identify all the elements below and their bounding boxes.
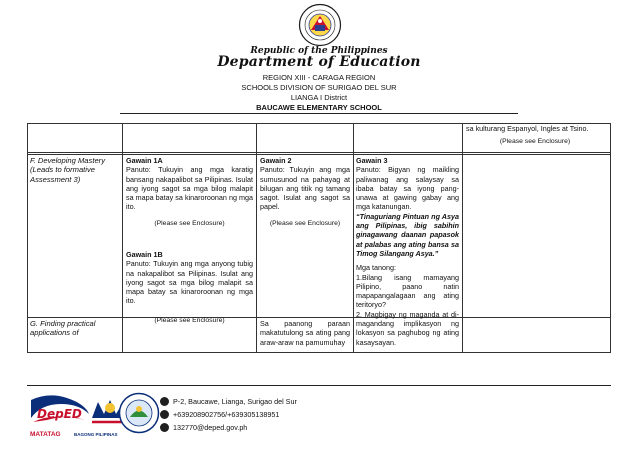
gawain-3-question-1: 1.Bilang isang mamayang Pilipino, paano natin mapapangalagaan ang ating teritoryo?: [356, 272, 459, 310]
gawain-3-questions-title: Mga tanong:: [356, 263, 396, 273]
deped-seal-logo: [289, 3, 351, 47]
gawain-2-title: Gawain 2: [260, 156, 292, 165]
table-border-left: [27, 123, 28, 353]
gawain-2-text: Panuto: Tukuyin ang mga sumusunod na pahayag at bilugan ang titik ng tamang sagot. Isulat ang sagot sa papel.: [260, 165, 350, 212]
district-line: LIANGA I District: [290, 93, 348, 102]
column-divider: [353, 123, 354, 353]
top-row-cell: [466, 124, 604, 147]
top-row-enclosure-note: (Please see Enclosure): [499, 138, 571, 146]
gawain-1b-enclosure-note: (Please see Enclosure): [154, 316, 225, 324]
gawain-2-enclosure-note: (Please see Enclosure): [269, 219, 341, 227]
gawain-1b-cell: [126, 250, 253, 325]
gawain-2-cell: [260, 156, 350, 228]
email-icon: [160, 423, 169, 432]
gawain-1b-title: Gawain 1B: [126, 250, 163, 259]
row-g-label: G. Finding practical applications of: [30, 319, 96, 338]
lesson-plan-table: [27, 123, 611, 353]
gawain-1a-enclosure-note: (Please see Enclosure): [154, 219, 225, 227]
top-row-text: sa kulturang Espanyol, Ingles at Tsino.: [466, 124, 589, 133]
column-divider: [256, 123, 257, 353]
school-division-seal: [118, 392, 160, 434]
gawain-3-title: Gawain 3: [356, 156, 388, 165]
gawain-3-text: Panuto: Bigyan ng maikling paliwanag ang salaysay sa ibaba batay sa iyong pang-unawa at gawing gabay ang mga katanungan.: [356, 165, 459, 212]
deped-logo-text: DepED: [37, 407, 82, 421]
deped-logo: [27, 392, 93, 432]
row-g-text: Sa paanong paraan makatutulong sa ating pang araw-araw na pamumuhay: [260, 319, 350, 347]
bagong-pilipinas-text: BAGONG PILIPINAS: [74, 432, 118, 437]
gawain-1a-text: Panuto: Tukuyin ang mga karatig bansang nakapalibot sa Pilipinas. Isulat ang iyong sagot sa mga bilog malapit sa mapa batay sa kinaroroonan ng mga ito.: [126, 165, 253, 212]
gawain-3-question-2: 2. Magbigay ng maganda at di-magandang implikasyon ng lokasyon sa paghubog ng ating kasaysayan.: [356, 309, 459, 347]
region-line: REGION XIII - CARAGA REGION: [262, 73, 376, 82]
school-name: BAUCAWE ELEMENTARY SCHOOL: [256, 103, 382, 112]
column-divider: [122, 123, 123, 353]
row-divider: [27, 154, 611, 155]
gawain-1a-title: Gawain 1A: [126, 156, 163, 165]
table-border-bottom: [27, 352, 611, 353]
table-border-right: [610, 123, 611, 353]
row-f-label: F. Developing Mastery (Leads to formative Assessment 3): [30, 156, 105, 184]
division-line: SCHOOLS DIVISION OF SURIGAO DEL SUR: [241, 83, 397, 92]
row-divider: [27, 317, 611, 318]
gawain-1b-text: Panuto: Tukuyin ang mga anyong tubig na nakapalibot sa Pilipinas. Isulat ang iyong sagot sa mga bilog malapit sa mapa batay sa kinaroroonan ng mga ito.: [126, 259, 253, 306]
row-divider: [27, 152, 611, 153]
location-pin-icon: [160, 397, 169, 406]
gawain-3-cell: [356, 156, 459, 347]
address-text: P-2, Baucawe, Lianga, Surigao del Sur: [173, 397, 297, 406]
gawain-1a-cell: [126, 156, 253, 228]
email-text[interactable]: 132770@deped.gov.ph: [173, 423, 248, 432]
republic-heading: Republic of the Philippines: [250, 46, 388, 56]
footer-divider: [27, 385, 611, 386]
department-heading: Department of Education: [217, 54, 421, 70]
column-divider: [462, 123, 463, 353]
phone-text: +639208902756/+639305138951: [173, 410, 280, 419]
matatag-text: MATATAG: [30, 431, 61, 438]
phone-icon: [160, 410, 169, 419]
header-divider: [120, 113, 518, 114]
gawain-3-quote: “Tinaguriang Pintuan ng Asya ang Pilipinas, ibig sabihin ginagawang daanan papasok at palabas ang ating bansa sa Timog Silangang Asya.”: [356, 211, 459, 258]
